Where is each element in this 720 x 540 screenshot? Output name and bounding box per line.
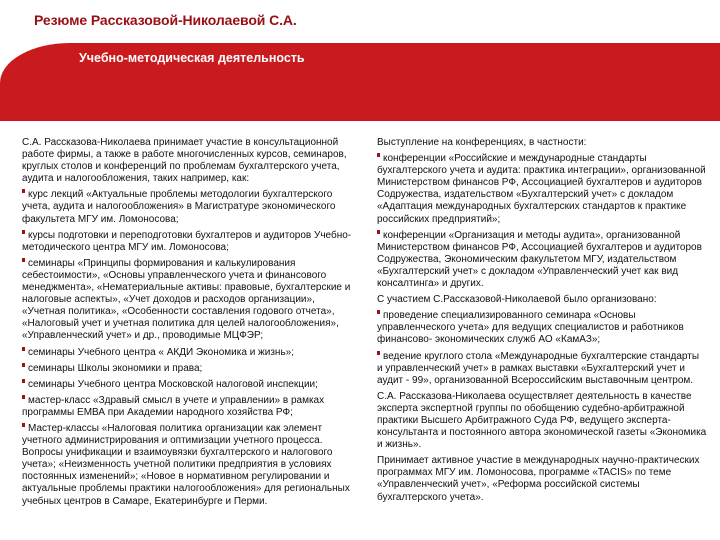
bullet-icon — [22, 379, 25, 383]
right-column — [377, 137, 707, 508]
list-item-text: семинары Учебного центра Московской налоговой инспекции; — [28, 378, 318, 390]
bullet-icon — [22, 347, 25, 351]
left-column — [22, 137, 360, 512]
list-item — [22, 347, 360, 359]
expert-paragraph: С.А. Рассказова-Николаева осуществляет деятельность в качестве эксперта экспертной группы по обобщению судебно-арбитражной практики Высшего Арбитражного Суда РФ, ведущего эксперта-консультанта и постоянного автора экономической газеты «Экономика и жизнь». — [377, 390, 707, 451]
bullet-icon — [377, 153, 380, 157]
list-item — [22, 258, 360, 343]
list-item-text: ведение круглого стола «Международные бухгалтерские стандарты и управленческий учет» в рамках выставки «Бухгалтерский учет и аудит - 99», организованной Всероссийским выставочным центром. — [377, 350, 700, 386]
list-item — [22, 363, 360, 375]
list-item-text: мастер-класс «Здравый смысл в учете и управлении» в рамках программы ЕМВА при Академии народного хозяйства РФ; — [22, 394, 325, 418]
list-item — [22, 189, 360, 225]
list-item — [377, 351, 707, 387]
bullet-icon — [377, 351, 380, 355]
organized-intro: С участием С.Рассказовой-Николаевой было организовано: — [377, 294, 657, 306]
bullet-icon — [22, 258, 25, 262]
list-item — [22, 230, 360, 254]
list-item-text: курсы подготовки и переподготовки бухгалтеров и аудиторов Учебно-методического центра МГУ им. Ломоносова; — [22, 229, 352, 253]
bullet-icon — [22, 395, 25, 399]
conferences-intro: Выступление на конференциях, в частности: — [377, 137, 587, 148]
bullet-icon — [377, 230, 380, 234]
list-item — [22, 395, 360, 419]
list-item-text: конференции «Организация и методы аудита», организованной Министерством финансов РФ, Ассоциацией бухгалтеров и аудиторов Содружества, Экономическим факультетом МГУ, издательством «Бухгалтерский учет» с докладом «Управленческий учет как вид консалтинга» и других. — [377, 229, 702, 290]
list-item-text: семинары «Принципы формирования и калькулирования себестоимости», «Основы управленческого учета и финансового менеджмента», «Нематериальные активы: правовые, бухгалтерские и налоговые аспекты», «Учет доходов и расходов организации», «Учетная политика», «Особенности составления годового отчета», «Налоговый учет и учетная политика для целей налогообложения», «Управленческий учет» и др., проводимые МЦФЭР; — [22, 257, 351, 342]
bullet-icon — [22, 230, 25, 234]
list-item — [377, 153, 707, 226]
list-item-text: проведение специализированного семинара «Основы управленческого учета» для ведущих специалистов и работников финансово- экономических служб АО «КамАЗ»; — [377, 310, 684, 346]
bullet-icon — [22, 423, 25, 427]
list-item-text: курс лекций «Актуальные проблемы методологии бухгалтерского учета, аудита и налогообложения» в Магистратуре экономического факультета МГУ им. Ломоносова; — [22, 189, 336, 225]
list-item — [22, 423, 360, 508]
list-item-text: семинары Учебного центра « АКДИ Экономика и жизнь»; — [28, 346, 294, 358]
page-title: Резюме Рассказовой-Николаевой С.А. — [34, 12, 297, 28]
list-item — [377, 230, 707, 290]
bullet-icon — [377, 310, 380, 314]
bullet-icon — [22, 189, 25, 193]
intro-paragraph: С.А. Рассказова-Николаева принимает участие в консультационной работе фирмы, а также в работе многочисленных курсов, семинаров, круглых столов и конференций по проблемам бухгалтерского учета, аудита и налогообложения, таких например, как: — [22, 137, 347, 185]
section-title: Учебно-методическая деятельность — [79, 51, 305, 65]
list-item — [22, 379, 360, 391]
list-item-text: Мастер-классы «Налоговая политика организации как элемент учетного администрирования и оптимизации учетного процесса. Вопросы унификации и взаимоувязки бухгалтерского и налогового учета»; «Неизменность учетной политики предприятия в условиях постоянных изменений»; «Новое в нормативном регулировании и актуальные проблемы практики налогообложения» для региональных учебных центров в Самаре, Екатеринбурге и Перми. — [22, 422, 350, 507]
list-item-text: семинары Школы экономики и права; — [28, 362, 203, 374]
bullet-icon — [22, 363, 25, 367]
list-item-text: конференции «Российские и международные стандарты бухгалтерского учета и аудита: практика интеграции», организованной Министерством финансов РФ, Ассоциацией бухгалтеров и аудиторов Содружества, издательством «Бухгалтерский учет» с докладом «Адаптация международных бухгалтерских стандартов к практике российских предприятий»; — [377, 153, 706, 225]
list-item — [377, 310, 707, 346]
programs-paragraph: Принимает активное участие в международных научно-практических программах МГУ им. Ломоносова, программе «TACIS» по теме «Управленческий учет», «Реформа российской системы бухгалтерского учета». — [377, 455, 700, 503]
